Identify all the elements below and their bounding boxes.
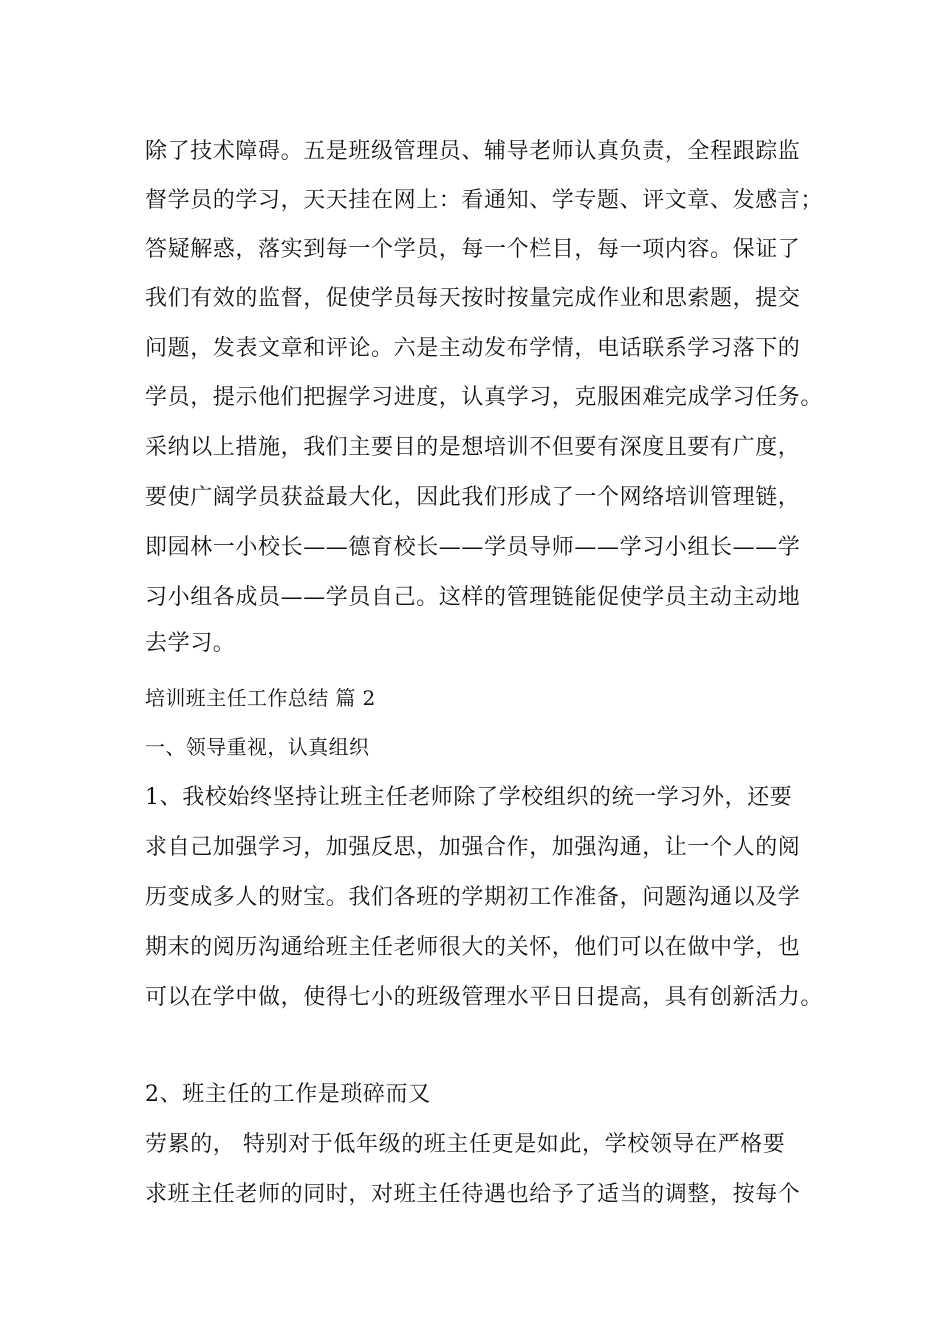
text-line: 即园林一小校长——德育校长——学员导师——学习小组长——学: [145, 535, 801, 560]
text-line: 我们有效的监督，促使学员每天按时按量完成作业和思索题，提交: [145, 286, 801, 311]
text-line: 2、班主任的工作是琐碎而又: [145, 1082, 431, 1107]
subsection-heading: 一、领导重视，认真组织: [145, 735, 370, 759]
text-line: 劳累的， 特别对于低年级的班主任更是如此，学校领导在严格要: [145, 1132, 786, 1157]
text-line: 督学员的学习，天天挂在网上：看通知、学专题、评文章、发感言；: [145, 188, 824, 213]
text-line: 可以在学中做，使得七小的班级管理水平日日提高，具有创新活力。: [145, 985, 824, 1010]
section-heading: 培训班主任工作总结 篇 2: [145, 686, 376, 710]
text-line: 采纳以上措施，我们主要目的是想培训不但要有深度且要有广度，: [145, 435, 801, 460]
text-line: 1、我校始终坚持让班主任老师除了学校组织的统一学习外，还要: [145, 785, 793, 810]
text-line: 问题，发表文章和评论。六是主动发布学情，电话联系学习落下的: [145, 336, 801, 361]
text-line: 习小组各成员——学员自己。这样的管理链能促使学员主动主动地: [145, 585, 801, 610]
text-line: 除了技术障碍。五是班级管理员、辅导老师认真负责，全程跟踪监: [145, 139, 801, 164]
text-line: 答疑解惑，落实到每一个学员，每一个栏目，每一项内容。保证了: [145, 237, 801, 262]
text-line: 历变成多人的财宝。我们各班的学期初工作准备，问题沟通以及学: [145, 885, 801, 910]
text-line: 求自己加强学习，加强反思，加强合作，加强沟通，让一个人的阅: [145, 835, 801, 860]
text-line: 学员，提示他们把握学习进度，认真学习，克服困难完成学习任务。: [145, 385, 824, 410]
text-line: 期末的阅历沟通给班主任老师很大的关怀，他们可以在做中学，也: [145, 935, 801, 960]
text-line: 要使广阔学员获益最大化，因此我们形成了一个网络培训管理链，: [145, 485, 801, 510]
text-line: 求班主任老师的同时，对班主任待遇也给予了适当的调整，按每个: [145, 1182, 801, 1207]
text-line: 去学习。: [145, 631, 236, 656]
